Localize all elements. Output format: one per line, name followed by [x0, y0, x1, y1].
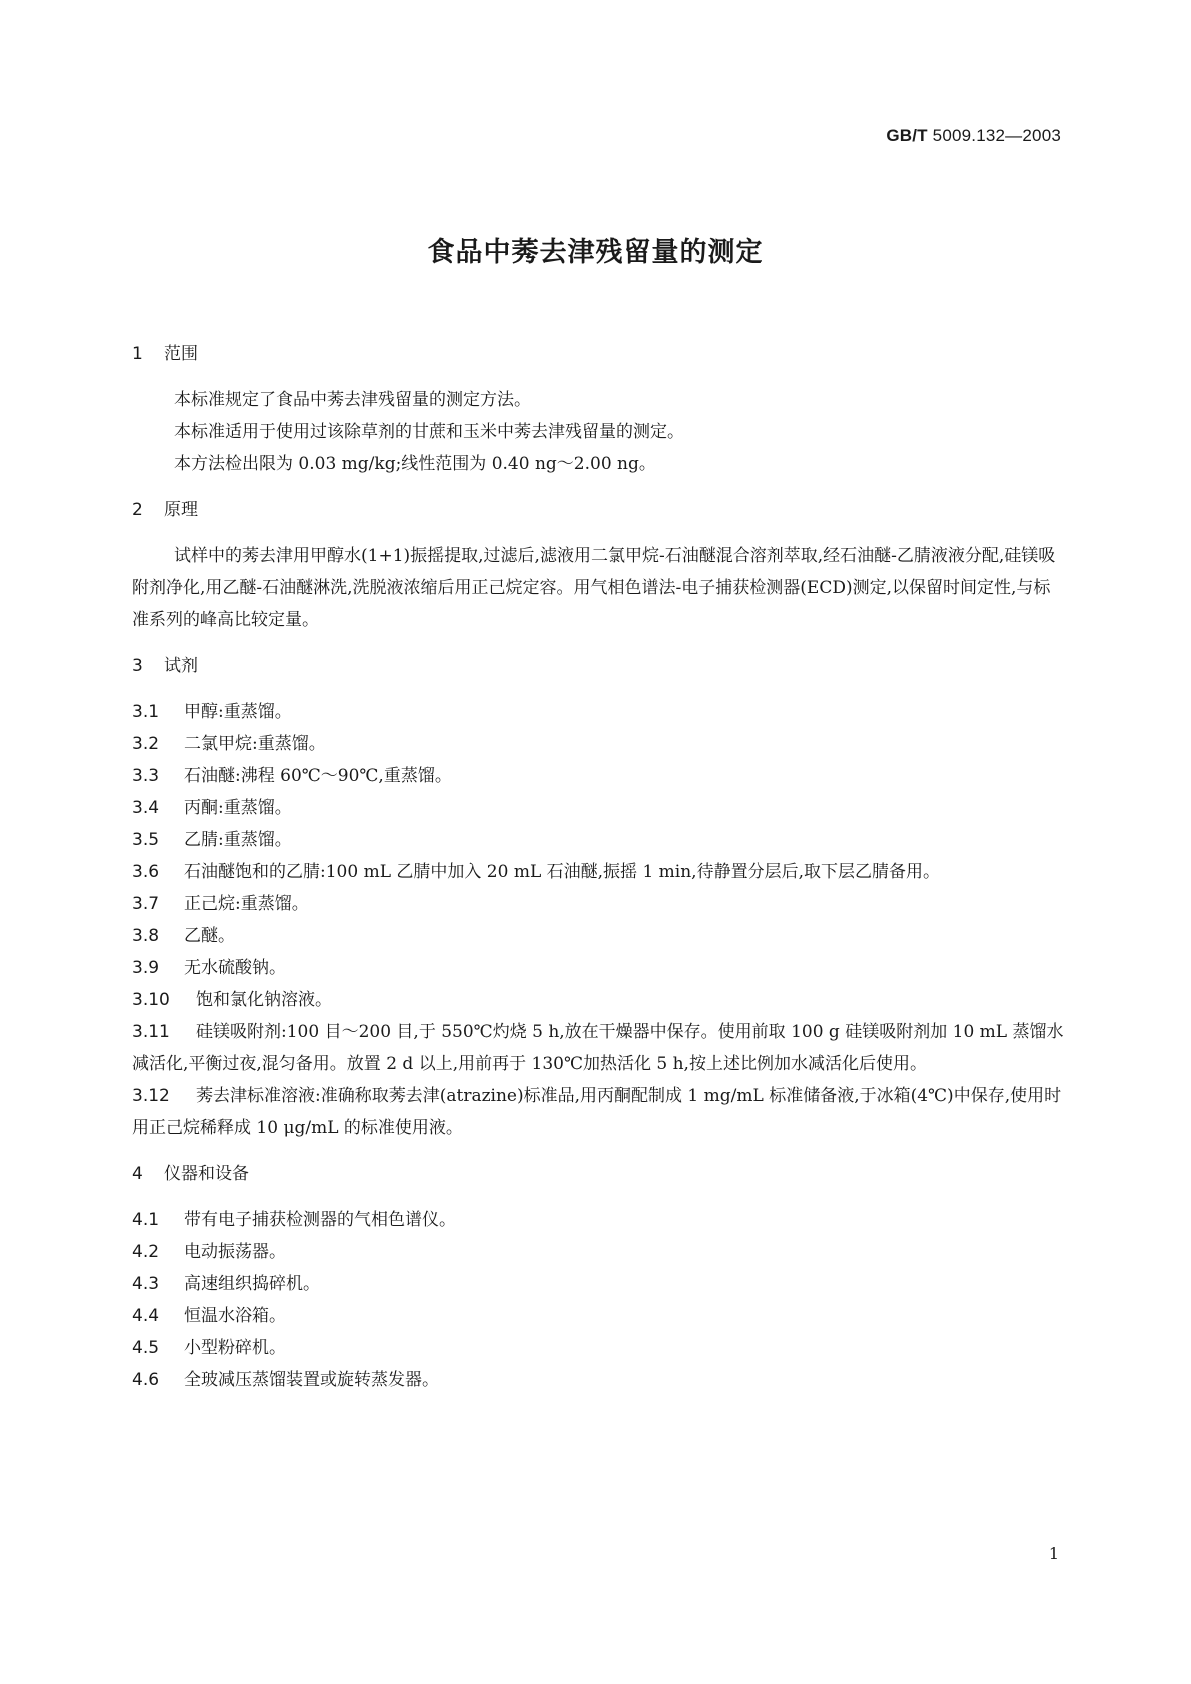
list-item: [132, 888, 1064, 920]
section-title: 原理: [164, 500, 198, 520]
section-heading: [132, 650, 1064, 682]
list-item: [132, 1016, 1064, 1080]
paragraph: 试样中的莠去津用甲醇水(1+1)振摇提取,过滤后,滤液用二氯甲烷-石油醚混合溶剂萃取,经石油醚-乙腈液液分配,硅镁吸附剂净化,用乙醚-石油醚淋洗,洗脱液浓缩后用正己烷定容。用气相色谱法-电子捕获检测器(ECD)测定,以保留时间定性,与标准系列的峰高比较定量。: [132, 546, 1056, 630]
list-item: [132, 1204, 1064, 1236]
section-number: 2: [132, 500, 143, 520]
item-text: 带有电子捕获检测器的气相色谱仪。: [184, 1210, 456, 1230]
item-text: 乙醚。: [184, 926, 235, 946]
section-title: 仪器和设备: [164, 1164, 249, 1184]
section-title: 试剂: [164, 656, 198, 676]
list-item: [132, 1268, 1064, 1300]
item-text: 电动振荡器。: [184, 1242, 286, 1262]
list-item: [132, 1080, 1064, 1144]
list-item: [132, 1300, 1064, 1332]
item-number: 4.2: [132, 1242, 160, 1262]
item-text: 二氯甲烷:重蒸馏。: [184, 734, 326, 754]
section-number: 1: [132, 344, 143, 364]
item-text: 饱和氯化钠溶液。: [196, 990, 332, 1010]
item-number: 4.1: [132, 1210, 160, 1230]
item-text: 丙酮:重蒸馏。: [184, 798, 292, 818]
item-number: 3.4: [132, 798, 160, 818]
list-item: [132, 696, 1064, 728]
section-number: 4: [132, 1164, 143, 1184]
item-number: 3.10: [132, 990, 170, 1010]
section-reagents: [132, 650, 1064, 1144]
item-number: 3.8: [132, 926, 160, 946]
section-heading: [132, 494, 1064, 526]
list-item: [132, 920, 1064, 952]
paragraph: 本方法检出限为 0.03 mg/kg;线性范围为 0.40 ng～2.00 ng。: [174, 454, 656, 474]
section-title: 范围: [164, 344, 198, 364]
paragraph: 本标准规定了食品中莠去津残留量的测定方法。: [174, 390, 531, 410]
section-number: 3: [132, 656, 143, 676]
item-number: 4.6: [132, 1370, 160, 1390]
item-number: 3.1: [132, 702, 160, 722]
item-text: 石油醚:沸程 60℃～90℃,重蒸馏。: [184, 766, 452, 786]
item-number: 3.2: [132, 734, 160, 754]
item-number: 3.9: [132, 958, 160, 978]
paragraph: 本标准适用于使用过该除草剂的甘蔗和玉米中莠去津残留量的测定。: [174, 422, 684, 442]
page-number: 1: [1048, 1544, 1059, 1563]
item-number: 4.4: [132, 1306, 160, 1326]
list-item: [132, 984, 1064, 1016]
item-text: 小型粉碎机。: [184, 1338, 286, 1358]
list-item: [132, 1364, 1064, 1396]
item-number: 3.12: [132, 1086, 170, 1106]
item-number: 3.3: [132, 766, 160, 786]
document-body: [132, 338, 1064, 1410]
list-item: [132, 1332, 1064, 1364]
item-number: 3.6: [132, 862, 160, 882]
standard-code-number: 5009.132—2003: [927, 126, 1061, 145]
item-text: 莠去津标准溶液:准确称取莠去津(atrazine)标准品,用丙酮配制成 1 mg/mL 标准储备液,于冰箱(4℃)中保存,使用时用正己烷稀释成 10 μg/mL 的标准使用液。: [132, 1086, 1062, 1138]
item-number: 4.5: [132, 1338, 160, 1358]
list-item: [132, 728, 1064, 760]
standard-code-prefix: GB/T: [886, 126, 928, 145]
item-number: 3.5: [132, 830, 160, 850]
item-text: 无水硫酸钠。: [184, 958, 286, 978]
section-scope: [132, 338, 1064, 480]
item-number: 3.7: [132, 894, 160, 914]
list-item: [132, 760, 1064, 792]
section-heading: [132, 338, 1064, 370]
item-number: 4.3: [132, 1274, 160, 1294]
list-item: [132, 792, 1064, 824]
list-item: [132, 856, 1064, 888]
document-title: 食品中莠去津残留量的测定: [427, 237, 764, 268]
item-number: 3.11: [132, 1022, 170, 1042]
item-text: 石油醚饱和的乙腈:100 mL 乙腈中加入 20 mL 石油醚,振摇 1 min,待静置分层后,取下层乙腈备用。: [184, 862, 940, 882]
item-text: 恒温水浴箱。: [184, 1306, 286, 1326]
item-text: 乙腈:重蒸馏。: [184, 830, 292, 850]
section-instruments: [132, 1158, 1064, 1396]
item-text: 全玻减压蒸馏装置或旋转蒸发器。: [184, 1370, 439, 1390]
item-text: 正己烷:重蒸馏。: [184, 894, 309, 914]
item-text: 甲醇:重蒸馏。: [184, 702, 292, 722]
list-item: [132, 824, 1064, 856]
item-text: 硅镁吸附剂:100 目～200 目,于 550℃灼烧 5 h,放在干燥器中保存。使用前取 100 g 硅镁吸附剂加 10 mL 蒸馏水减活化,平衡过夜,混匀备用。放置 2 d 以上,用前再于 130℃加热活化 5 h,按上述比例加水减活化后使用。: [132, 1022, 1064, 1074]
list-item: [132, 952, 1064, 984]
standard-code: [886, 126, 1061, 146]
list-item: [132, 1236, 1064, 1268]
section-principle: [132, 494, 1064, 636]
section-heading: [132, 1158, 1064, 1190]
item-text: 高速组织捣碎机。: [184, 1274, 320, 1294]
